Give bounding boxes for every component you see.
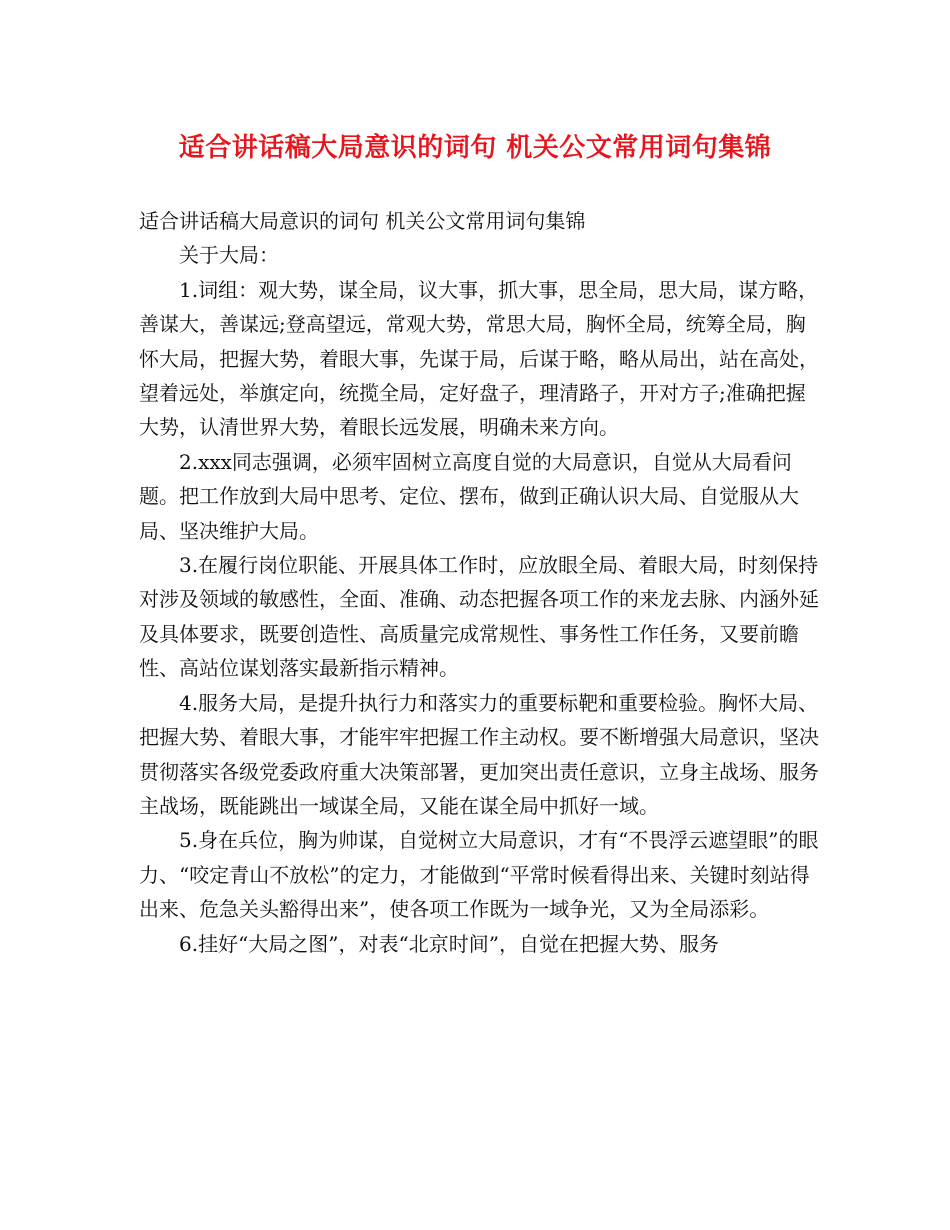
document-title: 适合讲话稿大局意识的词句 机关公文常用词句集锦 (178, 133, 772, 163)
paragraph-1: 1.词组：观大势，谋全局，议大事，抓大事，思全局，思大局，谋方略，善谋大，善谋远;登高望远，常观大势，常思大局，胸怀全局，统筹全局，胸怀大局，把握大势，着眼大事，先谋于局，后谋于略，略从局出，站在高处，望着远处，举旗定向，统揽全局，定好盘子，理清路子，开对方子;准确把握大势，认清世界大势，着眼长远发展，明确未来方向。 (139, 277, 819, 440)
paragraph-6: 6.挂好“大局之图”，对表“北京时间”，自觉在把握大势、服务 (179, 931, 719, 956)
paragraph-5: 5.身在兵位，胸为帅谋，自觉树立大局意识，才有“不畏浮云遮望眼”的眼力、“咬定青山不放松”的定力，才能做到“平常时候看得出来、关键时刻站得出来、危急关头豁得出来”，使各项工作既为一域争光，又为全局添彩。 (139, 828, 819, 922)
paragraph-4: 4.服务大局，是提升执行力和落实力的重要标靶和重要检验。胸怀大局、把握大势、着眼大事，才能牢牢把握工作主动权。要不断增强大局意识，坚决贯彻落实各级党委政府重大决策部署，更加突出责任意识，立身主战场、服务主战场，既能跳出一域谋全局，又能在谋全局中抓好一域。 (139, 690, 819, 818)
section-heading: 关于大局： (179, 243, 279, 268)
paragraph-3: 3.在履行岗位职能、开展具体工作时，应放眼全局、着眼大局，时刻保持对涉及领域的敏感性，全面、准确、动态把握各项工作的来龙去脉、内涵外延及具体要求，既要创造性、高质量完成常规性、事务性工作任务，又要前瞻性、高站位谋划落实最新指示精神。 (139, 553, 819, 681)
document-body (139, 204, 819, 961)
paragraph-2: 2.xxx同志强调，必须牢固树立高度自觉的大局意识，自觉从大局看问题。把工作放到大局中思考、定位、摆布，做到正确认识大局、自觉服从大局、坚决维护大局。 (139, 449, 799, 543)
document-subtitle: 适合讲话稿大局意识的词句 机关公文常用词句集锦 (139, 209, 586, 233)
